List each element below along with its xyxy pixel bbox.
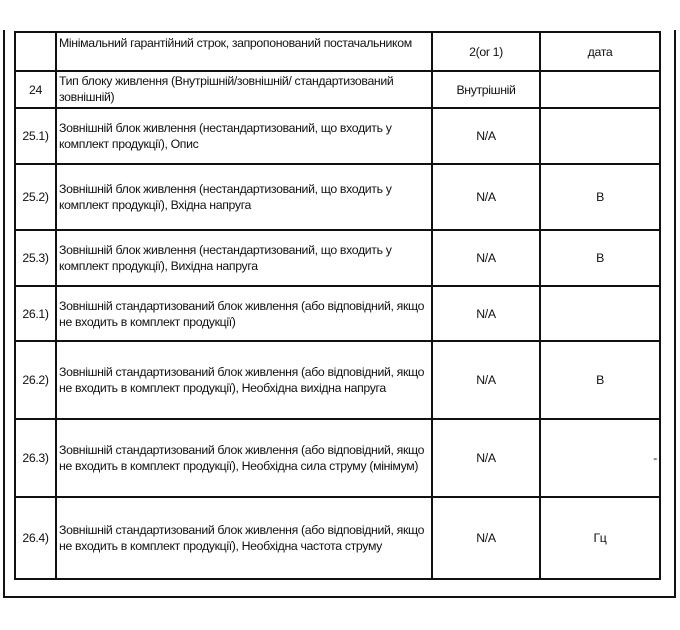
row-description: Зовнішній стандартизований блок живлення (або відповідний, якщо не входить в комплект продукції), Необхідна вихідна напруга — [56, 341, 432, 419]
row-number: 25.1) — [15, 108, 56, 164]
row-value: N/A — [432, 286, 540, 341]
specification-table — [14, 31, 661, 580]
row-description: Зовнішній блок живлення (нестандартизований, що входить у комплект продукції), Вхідна напруга — [56, 164, 432, 230]
row-value: N/A — [432, 164, 540, 230]
row-value: N/A — [432, 230, 540, 286]
row-unit: дата — [540, 32, 660, 71]
row-number: 24 — [15, 71, 56, 108]
row-description: Зовнішній блок живлення (нестандартизований, що входить у комплект продукції), Вихідна напруга — [56, 230, 432, 286]
row-description: Зовнішній стандартизований блок живлення (або відповідний, якщо не входить в комплект продукції) — [56, 286, 432, 341]
row-value: N/A — [432, 419, 540, 497]
row-value: 2(or 1) — [432, 32, 540, 71]
table-row — [15, 230, 660, 286]
table-row — [15, 497, 660, 579]
row-unit: В — [540, 341, 660, 419]
row-number: 25.2) — [15, 164, 56, 230]
row-value: N/A — [432, 108, 540, 164]
row-description: Тип блоку живлення (Внутрішній/зовнішній/ стандартизований зовнішній) — [56, 71, 432, 108]
row-unit — [540, 286, 660, 341]
row-value: N/A — [432, 497, 540, 579]
table-row — [15, 341, 660, 419]
row-number: 26.2) — [15, 341, 56, 419]
row-unit — [540, 71, 660, 108]
row-unit: В — [540, 230, 660, 286]
row-unit: В — [540, 164, 660, 230]
row-number: 26.1) — [15, 286, 56, 341]
table-row — [15, 71, 660, 108]
row-description: Зовнішній стандартизований блок живлення (або відповідний, якщо не входить в комплект продукції), Необхідна частота струму — [56, 497, 432, 579]
row-unit — [540, 108, 660, 164]
row-description: Зовнішній блок живлення (нестандартизований, що входить у комплект продукції), Опис — [56, 108, 432, 164]
row-description: Мінімальний гарантійний строк, запропонований постачальником — [56, 32, 432, 71]
table-row — [15, 164, 660, 230]
row-value: N/A — [432, 341, 540, 419]
table-row — [15, 108, 660, 164]
table-row — [15, 286, 660, 341]
table-row — [15, 32, 660, 71]
row-value: Внутрішній — [432, 71, 540, 108]
table-row — [15, 419, 660, 497]
row-number: 26.3) — [15, 419, 56, 497]
row-unit: - — [540, 419, 660, 497]
row-unit: Гц — [540, 497, 660, 579]
row-number — [15, 32, 56, 71]
row-description: Зовнішній стандартизований блок живлення (або відповідний, якщо не входить в комплект продукції), Необхідна сила струму (мінімум) — [56, 419, 432, 497]
row-number: 26.4) — [15, 497, 56, 579]
row-number: 25.3) — [15, 230, 56, 286]
